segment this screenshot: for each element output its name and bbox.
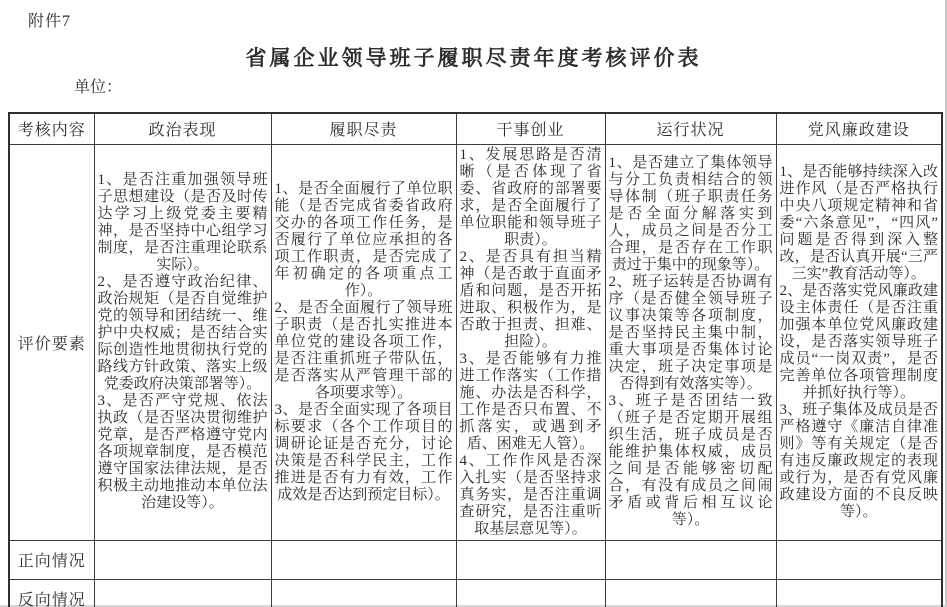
- row-label-evaluation-elements: 评价要素: [9, 144, 94, 540]
- paragraph: 3、是否全面实现了各项目标要求（各个工作项目的调研论证是否充分，讨论决策是否科学民主，工作推进是否有力有效，工作成效是否达到预定目标）。: [274, 401, 453, 503]
- positive-cell-political: [94, 540, 271, 579]
- header-duty-performance: 履职尽责: [271, 113, 456, 144]
- paragraph: 2、是否落实党风廉政建设主体责任（是否注重加强本单位党风廉政建设，是否落实领导班子成员“一岗双责”，是否完善单位各项管理制度并抓好执行等）。: [779, 282, 938, 401]
- cell-political-performance: [94, 144, 271, 540]
- cell-party-conduct: [776, 144, 942, 540]
- paragraph: 3、班子集体及成员是否严格遵守《廉洁自律准则》等有关规定（是否有违反廉政规定的表现或行为，是否有党风廉政建设方面的不良反映等）。: [779, 401, 938, 520]
- paragraph: 1、是否建立了集体领导与分工负责相结合的领导体制（班子职责任务是否全面分解落实到人，成员之间是否分工合理，是否存在工作职责过于集中的现象等）。: [608, 155, 773, 273]
- paragraph: 4、工作作风是否深入扎实（是否坚持求真务实，是否注重调查研究，是否注重听取基层意见等）。: [459, 452, 602, 537]
- paragraph: 3、是否严守党规、依法执政（是否坚决贯彻维护党章，是否严格遵守党内各项规章制度，是否模范遵守国家法律法规，是否积极主动地推动本单位法治建设等）。: [97, 393, 268, 511]
- attachment-label: 附件7: [28, 13, 72, 30]
- paragraph: 1、是否注重加强领导班子思想建设（是否及时传达学习上级党委主要精神，是否坚持中心组学习制度，是否注重理论联系实际）。: [97, 172, 268, 273]
- paragraph: 2、是否遵守政治纪律、政治规矩（是否自觉维护党的领导和团结统一、维护中央权威；是否结合实际创造性地贯彻执行党的路线方针政策、落实上级党委政府决策部署等）。: [97, 274, 268, 392]
- negative-situation-row: [9, 579, 942, 607]
- paragraph: 2、是否具有担当精神（是否敢于直面矛盾和问题，是否开拓进取、积极作为，是否敢于担责、担难、担险）。: [459, 248, 602, 350]
- row-label-positive-situation: 正向情况: [9, 540, 94, 579]
- paragraph: 1、是否能够持续深入改进作风（是否严格执行中央八项规定精神和省委“六条意见”，“四风”问题是否得到深入整改，是否认真开展“三严三实”教育活动等）。: [779, 163, 938, 282]
- paragraph: 3、班子是否团结一致（班子是否定期开展组织生活，班子成员是否能维护集体权威，成员之间是否能够密切配合，有没有成员之间闹矛盾或背后相互议论等）。: [608, 393, 773, 528]
- cell-duty-performance: [271, 144, 456, 540]
- paragraph: 2、班子运转是否协调有序（是否健全领导班子议事决策等各项制度，是否坚持民主集中制，重大事项是否集体讨论决定，班子决定事项是否得到有效落实等）。: [608, 274, 773, 392]
- paragraph: 1、发展思路是否清晰（是否体现了省委、省政府的部署要求，是否全面履行了单位职能和领导班子职责）。: [459, 146, 602, 248]
- cell-operation-status: [605, 144, 776, 540]
- paragraph: 2、是否全面履行了领导班子职责（是否扎实推进本单位党的建设各项工作，是否注重抓班子带队伍，是否落实从严管理干部的各项要求等）。: [274, 299, 453, 401]
- positive-cell-entrepreneurship: [456, 540, 605, 579]
- evaluation-elements-row: [9, 144, 942, 540]
- header-operation-status: 运行状况: [605, 113, 776, 144]
- positive-cell-party: [776, 540, 942, 579]
- negative-cell-party: [776, 579, 942, 607]
- positive-cell-operation: [605, 540, 776, 579]
- header-political-performance: 政治表现: [94, 113, 271, 144]
- negative-cell-operation: [605, 579, 776, 607]
- header-entrepreneurship: 干事创业: [456, 113, 605, 144]
- negative-cell-entrepreneurship: [456, 579, 605, 607]
- paragraph: 3、是否能够有力推进工作落实（工作措施、办法是否科学，工作是否只布置、不抓落实，或遇到矛盾、困难无人管）。: [459, 350, 602, 452]
- paragraph: 1、是否全面履行了单位职能（是否完成省委省政府交办的各项工作任务，是否履行了单位应承担的各项工作职责，是否完成了年初确定的各项重点工作）。: [274, 180, 453, 299]
- page-title: 省属企业领导班子履职尽责年度考核评价表: [245, 46, 702, 70]
- table-header-row: [9, 113, 942, 144]
- negative-cell-political: [94, 579, 271, 607]
- unit-label: 单位：: [74, 79, 123, 96]
- header-party-conduct: 党风廉政建设: [776, 113, 942, 144]
- header-assessment-content: 考核内容: [9, 113, 94, 144]
- positive-situation-row: [9, 540, 942, 579]
- cell-entrepreneurship: [456, 144, 605, 540]
- negative-cell-duty: [271, 579, 456, 607]
- positive-cell-duty: [271, 540, 456, 579]
- row-label-negative-situation: 反向情况: [9, 579, 94, 607]
- assessment-table: [8, 112, 943, 607]
